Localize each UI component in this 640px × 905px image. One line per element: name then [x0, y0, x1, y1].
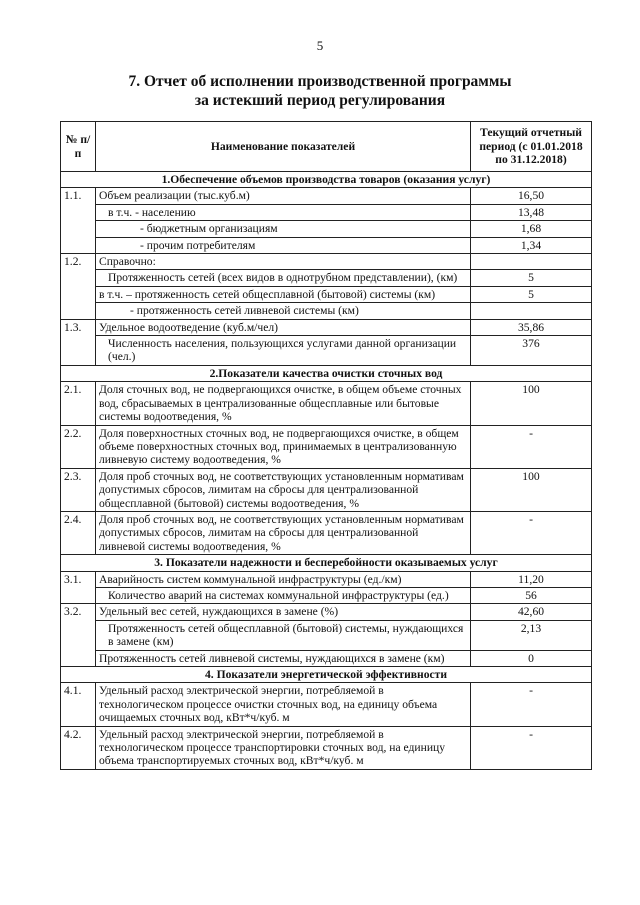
- row-name: в т.ч. – протяженность сетей общесплавной (бытовой) системы (км): [96, 286, 471, 302]
- row-name: Количество аварий на системах коммунальной инфраструктуры (ед.): [96, 587, 471, 603]
- row-num: 1.2.: [61, 254, 96, 320]
- row-value: 35,86: [471, 319, 592, 335]
- table-row: [61, 571, 592, 587]
- table-row: [61, 204, 592, 220]
- row-name: Протяженность сетей (всех видов в однотрубном представлении), (км): [96, 270, 471, 286]
- row-num: 1.3.: [61, 319, 96, 365]
- row-name: Протяженность сетей общесплавной (бытовой) системы, нуждающихся в замене (км): [96, 620, 471, 650]
- row-value: -: [471, 511, 592, 554]
- row-value: [471, 303, 592, 319]
- row-value: [471, 254, 592, 270]
- row-value: 42,60: [471, 604, 592, 620]
- row-name: Протяженность сетей ливневой системы, нуждающихся в замене (км): [96, 650, 471, 666]
- table-row: [61, 604, 592, 620]
- row-num: 2.4.: [61, 511, 96, 554]
- row-name: Аварийность систем коммунальной инфраструктуры (ед./км): [96, 571, 471, 587]
- row-num: 4.2.: [61, 726, 96, 769]
- row-value: 56: [471, 587, 592, 603]
- table-row: [61, 425, 592, 468]
- section-row: [61, 667, 592, 683]
- row-value: 100: [471, 468, 592, 511]
- row-name: Объем реализации (тыс.куб.м): [96, 188, 471, 204]
- row-name: Справочно:: [96, 254, 471, 270]
- table-row: [61, 254, 592, 270]
- table-header-row: [61, 122, 592, 172]
- table-row: [61, 587, 592, 603]
- row-value: 13,48: [471, 204, 592, 220]
- row-name: Удельный расход электрической энергии, потребляемой в технологическом процессе очистки сточных вод, на единицу объема очищаемых сточных вод, кВт*ч/куб. м: [96, 683, 471, 726]
- row-name: Удельное водоотведение (куб.м/чел): [96, 319, 471, 335]
- row-value: 5: [471, 270, 592, 286]
- table-row: [61, 620, 592, 650]
- table-row: [61, 511, 592, 554]
- row-name: - бюджетным организациям: [96, 221, 471, 237]
- section-title: 2.Показатели качества очистки сточных вод: [61, 365, 592, 381]
- table-row: [61, 237, 592, 253]
- row-num: 3.1.: [61, 571, 96, 604]
- table-row: [61, 188, 592, 204]
- row-name: в т.ч. - населению: [96, 204, 471, 220]
- table-row: [61, 382, 592, 425]
- table-row: [61, 650, 592, 666]
- title-line-2: за истекший период регулирования: [194, 92, 446, 109]
- table-row: [61, 468, 592, 511]
- row-value: -: [471, 683, 592, 726]
- row-value: 16,50: [471, 188, 592, 204]
- row-value: -: [471, 425, 592, 468]
- row-name: - прочим потребителям: [96, 237, 471, 253]
- table-row: [61, 336, 592, 366]
- table-row: [61, 270, 592, 286]
- table-row: [61, 221, 592, 237]
- table-row: [61, 683, 592, 726]
- report-table: [60, 121, 592, 770]
- section-row: [61, 172, 592, 188]
- document-title: [0, 72, 640, 110]
- table-row: [61, 319, 592, 335]
- row-value: 100: [471, 382, 592, 425]
- row-value: -: [471, 726, 592, 769]
- row-value: 1,68: [471, 221, 592, 237]
- row-name: - протяженность сетей ливневой системы (км): [96, 303, 471, 319]
- row-name: Доля сточных вод, не подвергающихся очистке, в общем объеме сточных вод, сбрасываемых в централизованные общесплавные или бытовые системы водоотведения, %: [96, 382, 471, 425]
- table-row: [61, 286, 592, 302]
- section-title: 1.Обеспечение объемов производства товаров (оказания услуг): [61, 172, 592, 188]
- table-row: [61, 303, 592, 319]
- row-num: 3.2.: [61, 604, 96, 667]
- section-title: 4. Показатели энергетической эффективности: [61, 667, 592, 683]
- row-value: 0: [471, 650, 592, 666]
- row-value: 5: [471, 286, 592, 302]
- section-row: [61, 555, 592, 571]
- row-num: 2.1.: [61, 382, 96, 425]
- header-name: Наименование показателей: [96, 122, 471, 172]
- row-name: Численность населения, пользующихся услугами данной организации (чел.): [96, 336, 471, 366]
- title-line-1: 7. Отчет об исполнении производственной программы: [128, 73, 512, 90]
- row-name: Доля проб сточных вод, не соответствующих установленным нормативам допустимых сбросов, лимитам на сбросы для централизованной общесплавной (бытовой) системы водоотведения, %: [96, 468, 471, 511]
- row-name: Удельный вес сетей, нуждающихся в замене (%): [96, 604, 471, 620]
- section-row: [61, 365, 592, 381]
- row-value: 2,13: [471, 620, 592, 650]
- row-num: 2.2.: [61, 425, 96, 468]
- table-row: [61, 726, 592, 769]
- row-num: 2.3.: [61, 468, 96, 511]
- header-period: Текущий отчетный период (с 01.01.2018 по 31.12.2018): [471, 122, 592, 172]
- page-number: 5: [316, 38, 324, 53]
- header-num: № п/п: [61, 122, 96, 172]
- row-value: 1,34: [471, 237, 592, 253]
- row-name: Доля поверхностных сточных вод, не подвергающихся очистке, в общем объеме поверхностных сточных вод, принимаемых в централизованную ливневую систему водоотведения, %: [96, 425, 471, 468]
- row-name: Доля проб сточных вод, не соответствующих установленным нормативам допустимых сбросов, лимитам на сбросы для централизованной ливневой системы водоотведения, %: [96, 511, 471, 554]
- row-name: Удельный расход электрической энергии, потребляемой в технологическом процессе транспортировки сточных вод, на единицу объема транспортируемых сточных вод, кВт*ч/куб. м: [96, 726, 471, 769]
- row-value: 11,20: [471, 571, 592, 587]
- section-title: 3. Показатели надежности и бесперебойности оказываемых услуг: [61, 555, 592, 571]
- row-num: 4.1.: [61, 683, 96, 726]
- row-value: 376: [471, 336, 592, 366]
- row-num: 1.1.: [61, 188, 96, 254]
